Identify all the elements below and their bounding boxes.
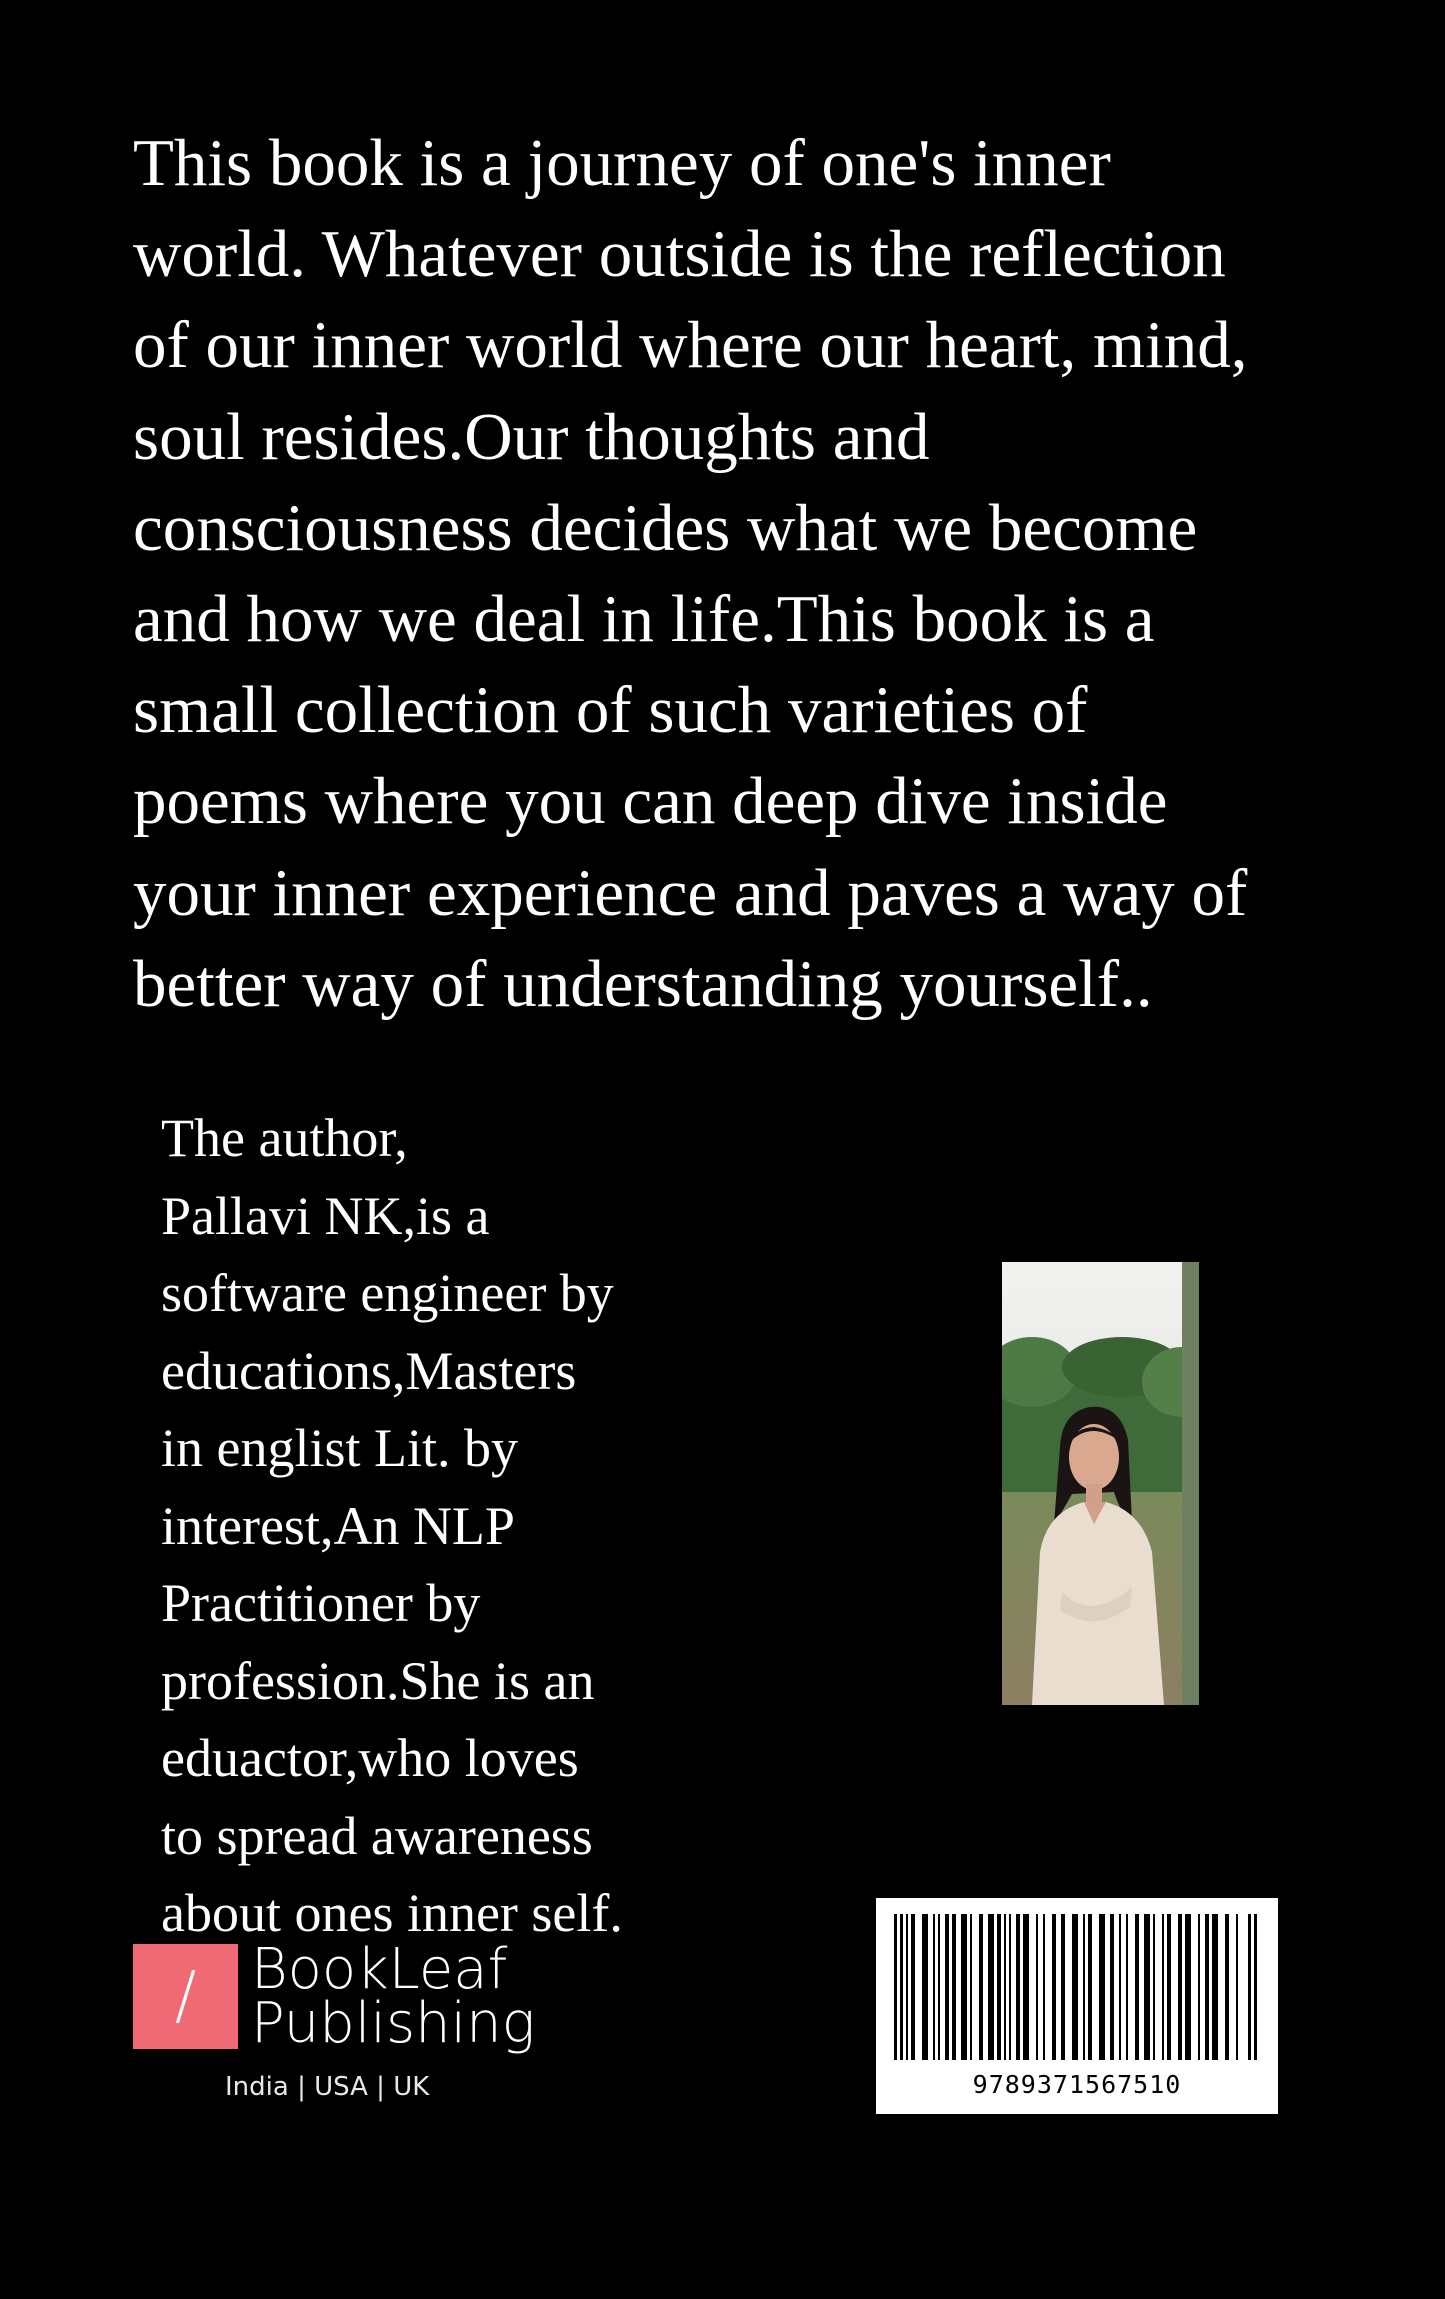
barcode-icon: [876, 1898, 1278, 2068]
barcode-bar: [1119, 1914, 1121, 2060]
barcode-bar: [945, 1914, 949, 2060]
barcode-bar: [1185, 1914, 1191, 2060]
author-bio: The author, Pallavi NK,is a software engineer by educations,Masters in englist Lit. by interest,An NLP Practitioner by profession.She is an eduactor,who loves to spread awareness about ones inner self.: [161, 1108, 623, 1943]
barcode-bar: [1023, 1914, 1029, 2060]
barcode-bar: [933, 1914, 935, 2060]
barcode-bar: [1144, 1914, 1150, 2060]
barcode-bar: [1126, 1914, 1128, 2060]
book-blurb: This book is a journey of one's inner world. Whatever outside is the reflection of our inner world where our heart, mind, soul resides.Our thoughts and consciousness decides what we become and how we deal in life.This book is a small collection of such varieties of poems where you can deep dive inside your inner experience and paves a way of better way of understanding yourself..: [133, 126, 1248, 1021]
barcode-bar: [1072, 1914, 1078, 2060]
publisher-logo: [133, 1937, 536, 2104]
author-portrait-icon: [1002, 1262, 1199, 1705]
publisher-name-line1: BookLeaf: [251, 1937, 508, 2002]
barcode-bar: [1167, 1914, 1171, 2060]
barcode-bar: [894, 1914, 897, 2060]
barcode-bar: [906, 1914, 908, 2060]
barcode-bar: [1004, 1914, 1006, 2060]
barcode-bar: [1061, 1914, 1065, 2060]
author-photo: [1002, 1262, 1199, 1705]
barcode-bar: [922, 1914, 928, 2060]
barcode-bar: [1212, 1914, 1218, 2060]
barcode-bar: [988, 1914, 994, 2060]
barcode-bar: [1052, 1914, 1056, 2060]
barcode-bar: [1254, 1914, 1257, 2060]
barcode-bar: [911, 1914, 915, 2060]
barcode-bar: [1135, 1914, 1139, 2060]
barcode-bar: [1225, 1914, 1229, 2060]
barcode-bar: [979, 1914, 983, 2060]
barcode-bar: [938, 1914, 940, 2060]
publisher-name-line2: Publishing: [251, 1991, 536, 2056]
publisher-regions: India | USA | UK: [225, 2072, 430, 2102]
barcode-bar: [1162, 1914, 1164, 2060]
barcode-bar: [1205, 1914, 1209, 2060]
isbn-barcode: [876, 1898, 1278, 2114]
barcode-bar: [970, 1914, 972, 2060]
slash-icon: /: [174, 1959, 197, 2033]
barcode-bar: [1198, 1914, 1200, 2060]
barcode-bar: [1083, 1914, 1085, 2060]
barcode-bar: [1099, 1914, 1105, 2060]
barcode-bar: [961, 1914, 967, 2060]
barcode-bar: [1178, 1914, 1182, 2060]
barcode-bar: [1248, 1914, 1251, 2060]
barcode-bar: [1236, 1914, 1238, 2060]
barcode-bar: [1036, 1914, 1038, 2060]
barcode-bar: [900, 1914, 903, 2060]
barcode-bar: [1016, 1914, 1020, 2060]
barcode-bar: [997, 1914, 1001, 2060]
barcode-bar: [1043, 1914, 1045, 2060]
barcode-bar: [1009, 1914, 1011, 2060]
isbn-number: 9789371567510: [972, 2070, 1182, 2099]
barcode-bar: [952, 1914, 956, 2060]
barcode-bar: [1153, 1914, 1155, 2060]
barcode-bar: [1110, 1914, 1114, 2060]
barcode-bar: [1088, 1914, 1092, 2060]
